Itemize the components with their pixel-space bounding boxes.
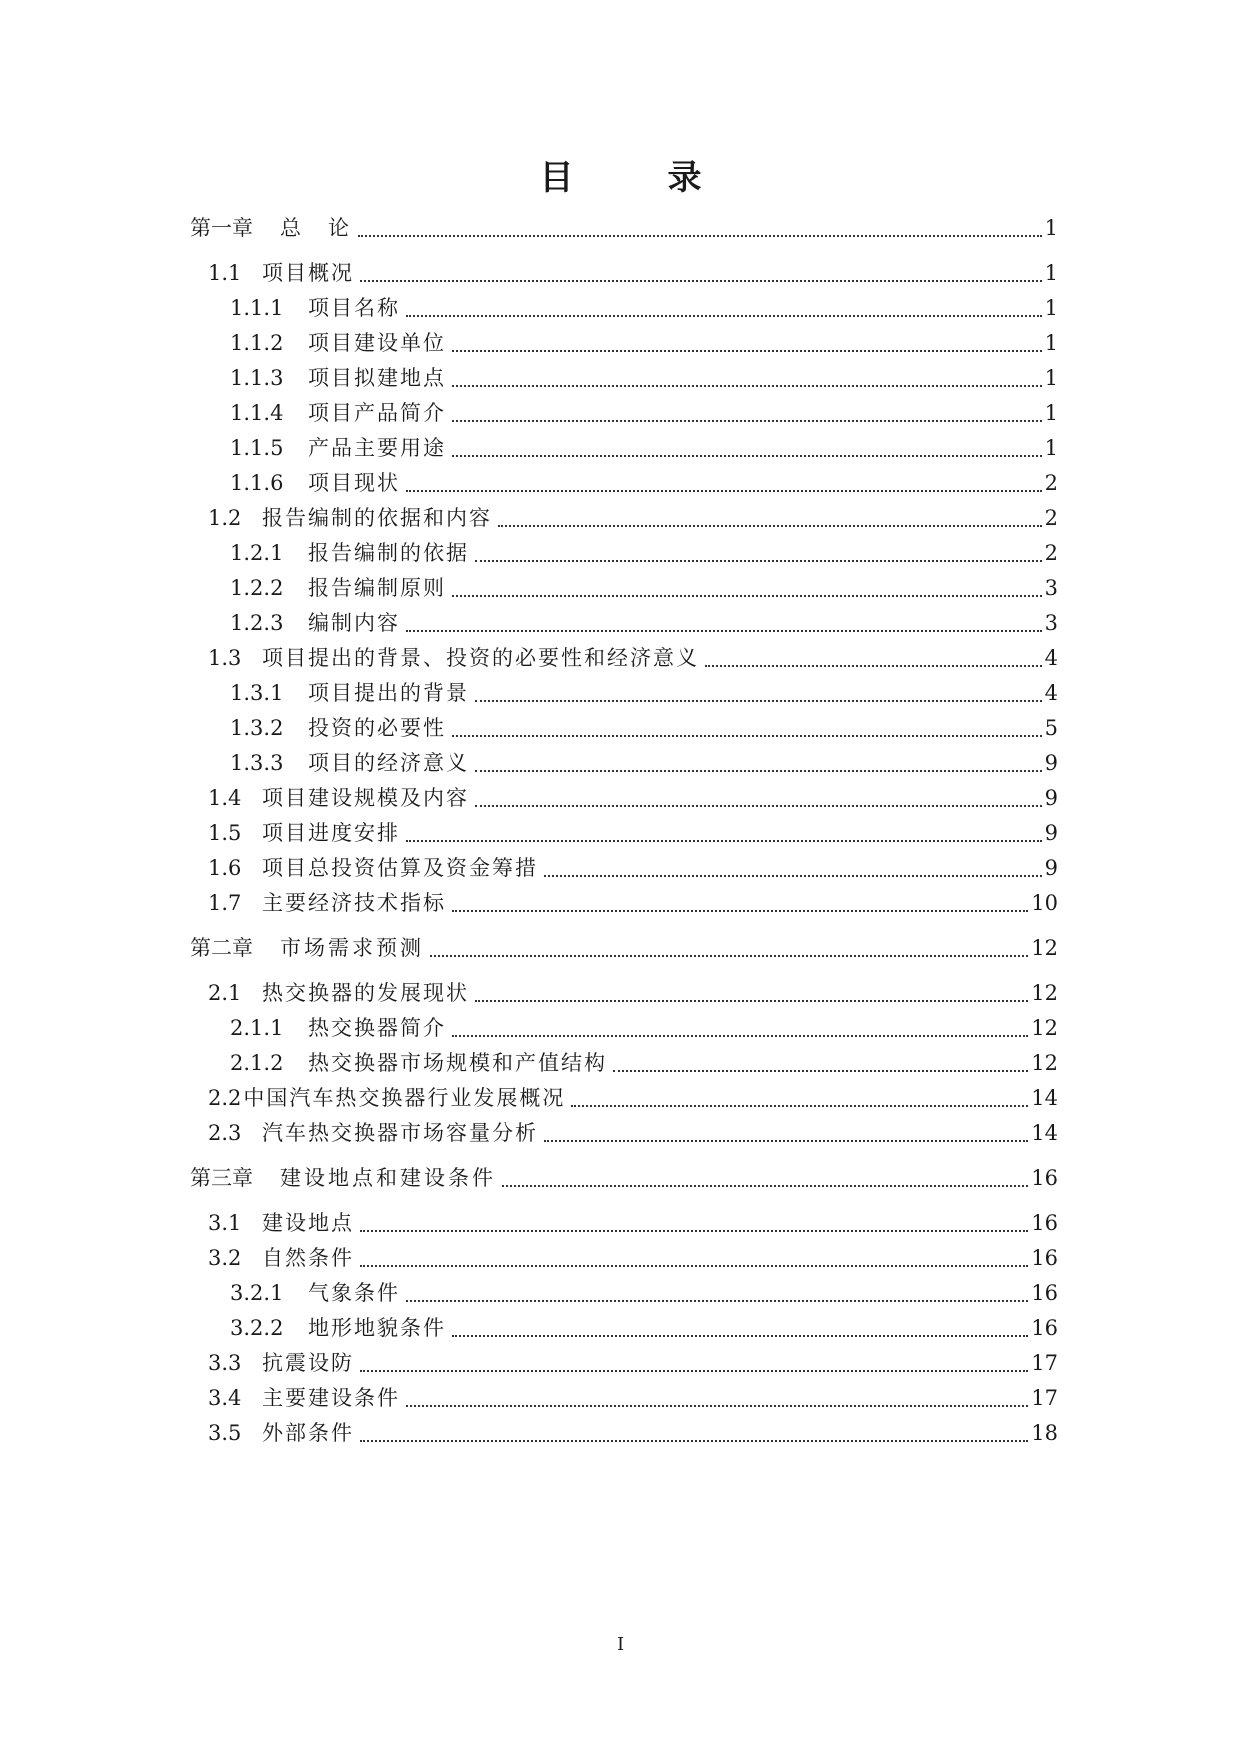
toc-entry-title: 报告编制原则 [308, 576, 446, 600]
toc-page-number: 1 [1044, 216, 1058, 240]
toc-page-number: 1 [1044, 296, 1058, 320]
toc-page-number: 4 [1044, 646, 1058, 670]
page-number: I [616, 1634, 625, 1655]
toc-entry-number: 1.2.3 [230, 611, 284, 635]
toc-entry-number: 3.3 [208, 1351, 242, 1375]
toc-entry-title: 汽车热交换器市场容量分析 [262, 1121, 538, 1145]
toc-dot-leader [571, 1105, 1028, 1107]
toc-dot-leader [406, 490, 1042, 492]
toc-chapter[interactable] [190, 1160, 1058, 1196]
toc-page-number: 1 [1044, 436, 1058, 460]
toc-dot-leader [452, 385, 1042, 387]
toc-entry-number: 2.1.1 [230, 1016, 284, 1040]
toc-entry-number: 1.1 [208, 261, 242, 285]
toc-entry[interactable] [190, 780, 1058, 816]
toc-page-number: 16 [1031, 1246, 1058, 1270]
toc-entry-number: 1.1.2 [230, 331, 284, 355]
toc-entry-title: 主要建设条件 [262, 1386, 400, 1410]
toc-entry-title: 项目现状 [308, 471, 400, 495]
toc-dot-leader [360, 1440, 1028, 1442]
toc-entry-title: 建设地点和建设条件 [280, 1166, 496, 1190]
toc-entry[interactable] [190, 255, 1058, 291]
toc-entry-title: 报告编制的依据和内容 [262, 506, 492, 530]
toc-entry-title: 投资的必要性 [308, 716, 446, 740]
toc-entry-number: 3.2 [208, 1246, 242, 1270]
toc-entry-number: 1.3.3 [230, 751, 284, 775]
toc-entry-number: 1.1.4 [230, 401, 284, 425]
toc-entry-title: 项目拟建地点 [308, 366, 446, 390]
toc-entry[interactable] [190, 815, 1058, 851]
toc-entry-title: 总 论 [280, 216, 352, 240]
toc-entry-title: 产品主要用途 [308, 436, 446, 460]
toc-entry[interactable] [190, 1045, 1058, 1081]
toc-chapter[interactable] [190, 930, 1058, 966]
toc-dot-leader [452, 420, 1042, 422]
toc-entry[interactable] [190, 1240, 1058, 1276]
toc-entry-title: 编制内容 [308, 611, 400, 635]
toc-entry-title: 项目概况 [262, 261, 354, 285]
toc-entry[interactable] [190, 1010, 1058, 1046]
toc-page-number: 9 [1044, 856, 1058, 880]
toc-page-number: 9 [1044, 786, 1058, 810]
toc-entry[interactable] [190, 745, 1058, 781]
toc-dot-leader [498, 525, 1042, 527]
toc-entry-number: 3.1 [208, 1211, 242, 1235]
toc-entry-title: 中国汽车热交换器行业发展概况 [243, 1086, 566, 1110]
toc-dot-leader [705, 665, 1042, 667]
toc-entry-title: 气象条件 [308, 1281, 400, 1305]
toc-entry-number: 1.2.1 [230, 541, 284, 565]
toc-entry-number: 第二章 [190, 936, 253, 960]
toc-dot-leader [475, 1000, 1028, 1002]
toc-page-number: 16 [1031, 1281, 1058, 1305]
toc-entry-number: 1.3 [208, 646, 242, 670]
toc-dot-leader [452, 455, 1042, 457]
toc-page-number: 4 [1044, 681, 1058, 705]
toc-dot-leader [360, 1230, 1028, 1232]
toc-dot-leader [475, 700, 1042, 702]
toc-entry[interactable] [190, 605, 1058, 641]
toc-page-number: 10 [1031, 891, 1058, 915]
toc-entry[interactable] [190, 1345, 1058, 1381]
toc-page-number: 17 [1031, 1386, 1058, 1410]
toc-entry[interactable] [190, 360, 1058, 396]
toc-entry-number: 1.6 [208, 856, 242, 880]
toc-entry-title: 项目总投资估算及资金筹措 [262, 856, 538, 880]
toc-page-number: 16 [1031, 1166, 1058, 1190]
toc-dot-leader [544, 875, 1042, 877]
toc-page-number: 3 [1044, 576, 1058, 600]
toc-entry-title: 市场需求预测 [280, 936, 424, 960]
toc-page-number: 12 [1031, 1016, 1058, 1040]
toc-page-number: 2 [1044, 541, 1058, 565]
toc-page-number: 16 [1031, 1316, 1058, 1340]
toc-dot-leader [475, 560, 1042, 562]
toc-page-number: 16 [1031, 1211, 1058, 1235]
toc-entry-title: 热交换器的发展现状 [262, 981, 469, 1005]
toc-entry[interactable] [190, 710, 1058, 746]
toc-entry-title: 项目的经济意义 [308, 751, 469, 775]
toc-entry-title: 抗震设防 [262, 1351, 354, 1375]
toc-dot-leader [358, 235, 1042, 237]
toc-entry-number: 2.3 [208, 1121, 242, 1145]
toc-entry[interactable] [190, 325, 1058, 361]
toc-dot-leader [452, 350, 1042, 352]
toc-entry-title: 项目提出的背景 [308, 681, 469, 705]
toc-entry[interactable] [190, 535, 1058, 571]
toc-entry-number: 2.1 [208, 981, 242, 1005]
toc-entry[interactable] [190, 1115, 1058, 1151]
toc-entry-title: 项目进度安排 [262, 821, 400, 845]
toc-entry-title: 主要经济技术指标 [262, 891, 446, 915]
toc-dot-leader [406, 840, 1042, 842]
toc-entry-number: 1.1.6 [230, 471, 284, 495]
toc-entry[interactable] [190, 290, 1058, 326]
toc-page-number: 14 [1031, 1086, 1058, 1110]
toc-entry-number: 3.2.2 [230, 1316, 284, 1340]
toc-entry-title: 热交换器市场规模和产值结构 [308, 1051, 607, 1075]
toc-dot-leader [430, 955, 1028, 957]
toc-entry[interactable] [190, 1080, 1058, 1116]
toc-entry-title: 地形地貌条件 [308, 1316, 446, 1340]
toc-dot-leader [452, 1035, 1028, 1037]
toc-dot-leader [360, 280, 1042, 282]
toc-page-number: 9 [1044, 821, 1058, 845]
toc-page-number: 9 [1044, 751, 1058, 775]
toc-entry-number: 1.4 [208, 786, 242, 810]
toc-entry[interactable] [190, 640, 1058, 676]
toc-entry[interactable] [190, 1380, 1058, 1416]
toc-dot-leader [360, 1265, 1028, 1267]
toc-entry-number: 3.2.1 [230, 1281, 284, 1305]
toc-page-number: 12 [1031, 936, 1058, 960]
toc-entry-number: 1.2.2 [230, 576, 284, 600]
toc-entry-title: 报告编制的依据 [308, 541, 469, 565]
toc-page-number: 12 [1031, 1051, 1058, 1075]
toc-dot-leader [544, 1140, 1028, 1142]
toc-dot-leader [406, 1405, 1028, 1407]
toc-entry-number: 第一章 [190, 216, 253, 240]
toc-dot-leader [452, 595, 1042, 597]
toc-dot-leader [452, 1335, 1028, 1337]
toc-entry-number: 1.7 [208, 891, 242, 915]
toc-entry[interactable] [190, 570, 1058, 606]
toc-dot-leader [360, 1370, 1028, 1372]
toc-entry[interactable] [190, 1275, 1058, 1311]
toc-entry-number: 1.1.5 [230, 436, 284, 460]
toc-entry-number: 3.4 [208, 1386, 242, 1410]
toc-entry-number: 1.3.2 [230, 716, 284, 740]
toc-entry[interactable] [190, 1310, 1058, 1346]
toc-entry-title: 项目建设规模及内容 [262, 786, 469, 810]
toc-entry-title: 项目名称 [308, 296, 400, 320]
toc-entry-title: 项目产品简介 [308, 401, 446, 425]
toc-page-number: 3 [1044, 611, 1058, 635]
toc-page-number: 17 [1031, 1351, 1058, 1375]
toc-page-number: 2 [1044, 506, 1058, 530]
toc-entry-title: 项目提出的背景、投资的必要性和经济意义 [262, 646, 699, 670]
toc-entry-title: 项目建设单位 [308, 331, 446, 355]
toc-entry[interactable] [190, 430, 1058, 466]
toc-page-number: 1 [1044, 366, 1058, 390]
toc-dot-leader [475, 770, 1042, 772]
toc-chapter[interactable] [190, 210, 1058, 246]
toc-dot-leader [406, 1300, 1028, 1302]
toc-entry[interactable] [190, 885, 1058, 921]
toc-dot-leader [502, 1185, 1028, 1187]
toc-entry-title: 外部条件 [262, 1421, 354, 1445]
toc-entry-number: 1.5 [208, 821, 242, 845]
toc-entry-number: 2.2 [208, 1086, 242, 1110]
toc-entry-number: 1.3.1 [230, 681, 284, 705]
toc-entry[interactable] [190, 500, 1058, 536]
toc-entry[interactable] [190, 675, 1058, 711]
toc-dot-leader [475, 805, 1042, 807]
toc-entry-number: 1.1.3 [230, 366, 284, 390]
toc-page-number: 5 [1044, 716, 1058, 740]
toc-entry-title: 热交换器简介 [308, 1016, 446, 1040]
toc-page-number: 12 [1031, 981, 1058, 1005]
toc-page-number: 2 [1044, 471, 1058, 495]
toc-entry-number: 1.2 [208, 506, 242, 530]
toc-entry-number: 第三章 [190, 1166, 253, 1190]
toc-dot-leader [613, 1070, 1028, 1072]
toc-entry[interactable] [190, 850, 1058, 886]
toc-dot-leader [406, 630, 1042, 632]
toc-page-number: 1 [1044, 401, 1058, 425]
toc-page-number: 1 [1044, 331, 1058, 355]
toc-page-number: 14 [1031, 1121, 1058, 1145]
toc-entry[interactable] [190, 1205, 1058, 1241]
toc-entry[interactable] [190, 465, 1058, 501]
toc-entry[interactable] [190, 395, 1058, 431]
toc-dot-leader [452, 735, 1042, 737]
toc-entry-number: 1.1.1 [230, 296, 284, 320]
toc-dot-leader [452, 910, 1028, 912]
toc-dot-leader [406, 315, 1042, 317]
toc-entry-title: 建设地点 [262, 1211, 354, 1235]
page-title: 目 录 [539, 158, 732, 198]
toc-page-number: 1 [1044, 261, 1058, 285]
toc-entry-number: 3.5 [208, 1421, 242, 1445]
toc-entry-number: 2.1.2 [230, 1051, 284, 1075]
toc-page-number: 18 [1031, 1421, 1058, 1445]
toc-entry-title: 自然条件 [262, 1246, 354, 1270]
toc-entry[interactable] [190, 1415, 1058, 1451]
toc-entry[interactable] [190, 975, 1058, 1011]
